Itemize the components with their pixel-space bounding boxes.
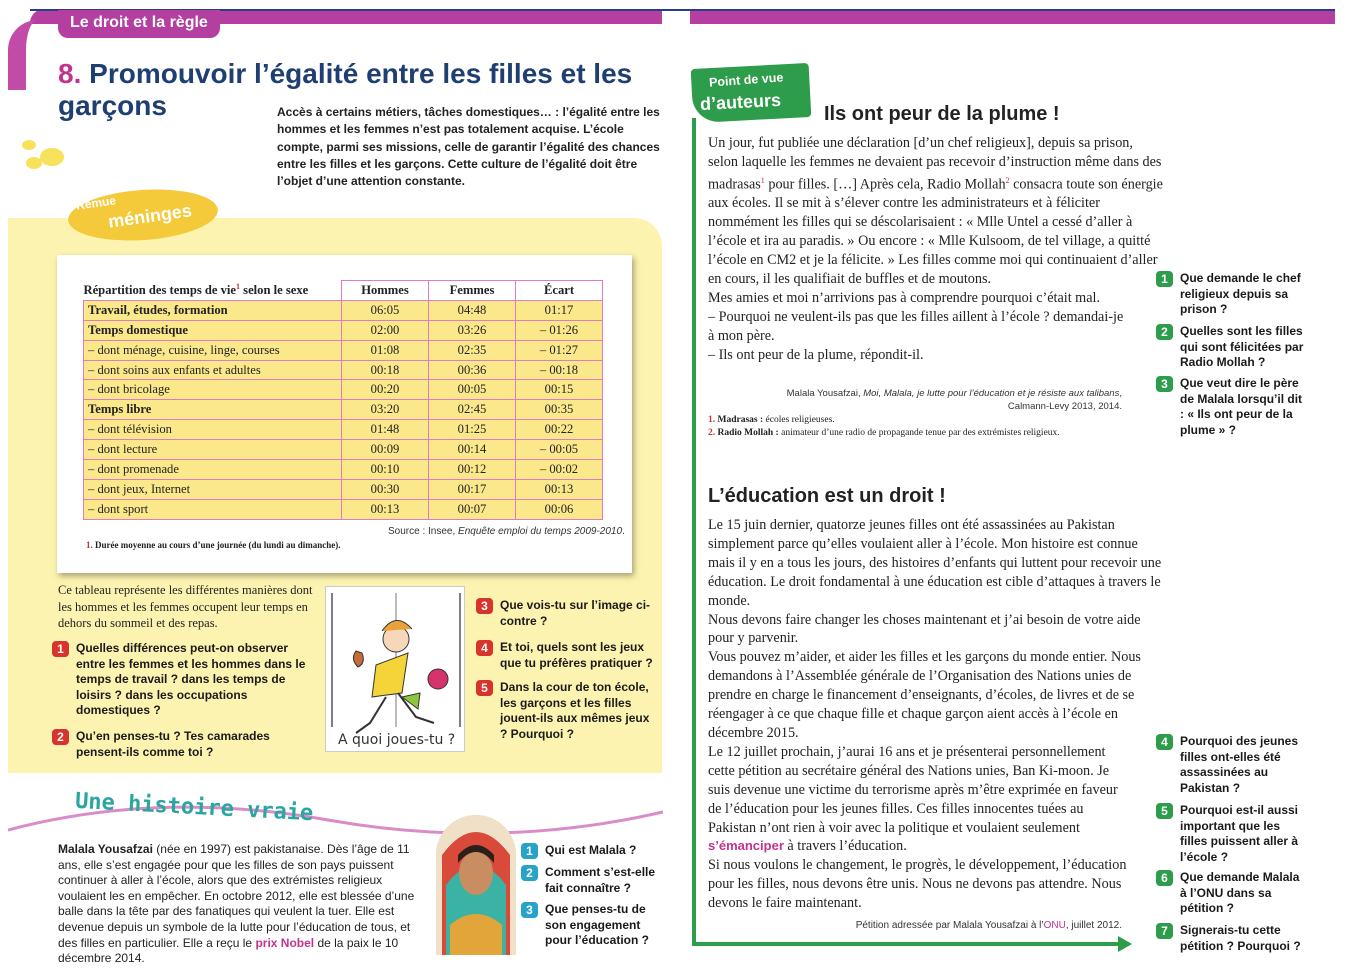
- row-value: 06:05: [342, 300, 429, 320]
- table-body: [84, 300, 603, 519]
- section2-paragraph-5: Si nous voulons le changement, le progrès, le développement, l’éducation pour les filles, nous devons être unis. Nous ne devons pas attendre. Nous devons le faire maintenant.: [708, 857, 1127, 912]
- row-value: 00:15: [516, 380, 603, 400]
- cite-author: Malala Yousafzai,: [786, 388, 864, 399]
- row-label: – dont promenade: [84, 460, 342, 480]
- source-end: .: [622, 526, 625, 537]
- question-text: Comment s’est-elle fait connaître ?: [545, 865, 656, 895]
- row-value: 02:45: [429, 400, 516, 420]
- portrait-drawing: [436, 815, 516, 955]
- col-hommes: Hommes: [342, 281, 429, 301]
- table-caption: [84, 281, 342, 301]
- bubble-3: [40, 148, 64, 166]
- question-text: Pourquoi des jeunes filles ont-elles été assassinées au Pakistan ?: [1180, 734, 1299, 795]
- row-value: 01:25: [429, 420, 516, 440]
- illustration-caption: A quoi joues-tu ?: [338, 732, 456, 748]
- table-description: Ce tableau représente les différentes manières dont les hommes et les femmes occupent leur temps en dehors du sommeil et des repas.: [58, 583, 313, 630]
- cite2-onu: ONU: [1043, 920, 1066, 931]
- row-label: – dont ménage, cuisine, linge, courses: [84, 340, 342, 360]
- row-value: 00:06: [516, 499, 603, 519]
- question-text: Qui est Malala ?: [545, 843, 637, 857]
- cite2-pre: Pétition adressée par Malala Yousafzai à l’: [855, 920, 1044, 931]
- row-label: Travail, études, formation: [84, 300, 342, 320]
- section2-title: L’éducation est un droit !: [708, 485, 946, 507]
- row-value: 00:18: [342, 360, 429, 380]
- section1-title: Ils ont peur de la plume !: [824, 103, 1060, 125]
- question-2: [52, 729, 317, 760]
- question-text: Et toi, quels sont les jeux que tu préfères pratiquer ?: [500, 640, 653, 670]
- table-row: [84, 300, 603, 320]
- caption-sup: 1: [236, 282, 241, 292]
- question-number-badge: 3: [476, 598, 493, 614]
- right-question-2: [1156, 324, 1306, 371]
- row-value: 00:30: [342, 479, 429, 499]
- p4-part-a: Le 12 juillet prochain, j’aurai 16 ans et je présenterai personnellement cette pétition au secrétaire général des Nations unies, Ban Ki-moon. Je suis devenue une victime du terrorisme après m’être exprimée en faveur de l’éducation pour les jeunes filles. Ces filles innocentes tuées au Pakistan n’ont rien à voir avec la politique et voulaient seulement: [708, 743, 1118, 836]
- row-value: 00:09: [342, 440, 429, 460]
- col-femmes: Femmes: [429, 281, 516, 301]
- table-footnote: [86, 540, 341, 550]
- row-label: Temps libre: [84, 400, 342, 420]
- histoire-question-2: [521, 865, 661, 896]
- row-value: 04:48: [429, 300, 516, 320]
- cite-title: Moi, Malala, je lutte pour l’éducation et je résiste aux talibans: [863, 388, 1120, 399]
- question-text: Que veut dire le père de Malala lorsqu’il dit : « Ils ont peur de la plume » ?: [1180, 376, 1303, 437]
- section2-paragraph-4: [708, 743, 1128, 856]
- footnote-2: [708, 427, 1148, 440]
- caption-text: Répartition des temps de vie: [83, 283, 237, 298]
- section2-paragraph-3: Vous pouvez m’aider, et aider les filles et les garçons du monde entier. Nous demandons à l’Assemblée générale de l’Organisation des Nations unies de prendre en charge le financement d’enseignants, d’écoles, de livres et de se réengager à ce que chaque fille et chaque garçon aient accès à l’école en décembre 2015.: [708, 649, 1141, 741]
- histoire-text-1: (née en 1997) est pakistanaise. Dès l’âge de 11 ans, elle s’est engagée pour que les filles de son pays puissent continuer à aller à l’école, alors que des extrémistes religieux voulaient les en empêcher. En octobre 2012, elle est blessée d’une balle dans la tête par des fanatiques qui veulent la tuer. Elle est devenue depuis un symbole de la lutte pour l’éducation de tous, et des filles en particulier. Elle a reçu le: [58, 842, 415, 950]
- row-value: 03:20: [342, 400, 429, 420]
- row-value: 00:13: [516, 479, 603, 499]
- child-playing-illustration: [325, 586, 465, 752]
- table-row: [84, 479, 603, 499]
- section2-paragraph-2: Nous devons faire changer les choses maintenant et j’ai besoin de votre aide pour y parvenir.: [708, 611, 1141, 647]
- histoire-question-1: [521, 843, 661, 859]
- caption-end: selon le sexe: [240, 283, 309, 298]
- table-row: [84, 360, 603, 380]
- meninges-label: méninges: [106, 200, 193, 232]
- intro-text: Accès à certains métiers, tâches domestiques… : l’égalité entre les hommes et les femmes n’est pas totalement acquise. L’école compte, parmi ses missions, celle de garantir l’égalité des chances entre les filles et les garçons. Cette culture de l’égalité doit être l’objet d’une attention constante.: [277, 105, 660, 189]
- section1-paragraph-4: – Ils ont peur de la plume, répondit-il.: [708, 346, 924, 363]
- footnote-number: 2.: [708, 428, 716, 438]
- emanciper-highlight: s’émanciper: [708, 838, 784, 854]
- row-value: 02:00: [342, 320, 429, 340]
- right-question-7: [1156, 923, 1306, 954]
- question-text: Dans la cour de ton école, les garçons et les filles jouent-ils aux mêmes jeux ? Pourquoi ?: [500, 680, 650, 741]
- question-number-badge: 5: [476, 680, 493, 696]
- section1-citation: [760, 387, 1122, 413]
- question-number-badge: 4: [1156, 734, 1173, 750]
- section1-paragraph-2: Mes amies et moi n’arrivions pas à comprendre pourquoi c’était mal.: [708, 289, 1101, 306]
- source-prefix: Source : Insee,: [388, 526, 459, 537]
- question-number-badge: 4: [476, 640, 493, 656]
- footnote-def: écoles religieuses.: [763, 415, 835, 425]
- row-label: – dont lecture: [84, 440, 342, 460]
- question-text: Qu’en penses-tu ? Tes camarades pensent-ils comme toi ?: [76, 729, 270, 759]
- row-value: – 00:18: [516, 360, 603, 380]
- right-question-3: [1156, 376, 1306, 438]
- section1-text: [708, 134, 1163, 365]
- top-rule: [30, 9, 1335, 11]
- table-row: [84, 320, 603, 340]
- section1-paragraph-3: – Pourquoi ne veulent-ils pas que les filles aillent à l’école ? demandai-je à mon père.: [708, 308, 1124, 344]
- question-number-badge: 2: [1156, 324, 1173, 340]
- row-value: 03:26: [429, 320, 516, 340]
- cite-publisher: , Calmann-Levy 2013, 2014.: [1007, 388, 1122, 412]
- table-footnote-text: Durée moyenne au cours d’une journée (du lundi au dimanche).: [92, 540, 341, 550]
- row-value: 01:48: [342, 420, 429, 440]
- footnote-term: Radio Mollah :: [717, 428, 779, 438]
- p1-part-b: pour filles. […] Après cela, Radio Mollah: [764, 176, 1006, 193]
- nobel-highlight: prix Nobel: [255, 935, 315, 950]
- title-number: 8.: [58, 58, 82, 89]
- question-number-badge: 7: [1156, 923, 1173, 939]
- top-band-right: [690, 9, 1335, 24]
- row-label: Temps domestique: [84, 320, 342, 340]
- footnote-def: animateur d’une radio de propagande tenue par des extrémistes religieux.: [778, 428, 1060, 438]
- question-number-badge: 6: [1156, 870, 1173, 886]
- row-value: 00:22: [516, 420, 603, 440]
- section1-paragraph-1: [708, 134, 1163, 289]
- histoire-question-3: [521, 902, 661, 949]
- footnote-number: 1.: [708, 415, 716, 425]
- question-text: Que vois-tu sur l’image ci-contre ?: [500, 598, 651, 628]
- p1-part-a: Un jour, fut publiée une déclaration [d’un chef religieux], depuis sa prison, selon laquelle les femmes ne devaient pas recevoir d’instruction même dans des madrasas: [708, 135, 1162, 193]
- question-3: [476, 598, 656, 629]
- malala-photo: [436, 815, 516, 955]
- question-4: [476, 640, 656, 671]
- section2-paragraph-1: Le 15 juin dernier, quatorze jeunes filles ont été assassinées au Pakistan simplement parce qu’elles voulaient aller à l’école. Mon histoire est connue mais il y en a tous les jours, des histoires d’enfants qui luttent pour recevoir une éducation. Le droit fondamental à une éducation est cible d’attaques à travers le monde.: [708, 517, 1162, 609]
- remue-label: Remue: [75, 193, 117, 213]
- question-number-badge: 1: [52, 641, 69, 657]
- footnote-ref-2: 2: [1005, 175, 1010, 185]
- question-text: Signerais-tu cette pétition ? Pourquoi ?: [1180, 923, 1301, 953]
- question-text: Quelles sont les filles qui sont félicitées par Radio Mollah ?: [1180, 324, 1304, 369]
- row-value: – 00:02: [516, 460, 603, 480]
- row-value: 01:08: [342, 340, 429, 360]
- arrow-icon: [1118, 936, 1132, 952]
- p1-part-c: consacra toute son énergie aux écoles. Il se mit à s’élever contre les administrateurs et à féliciter nommément les filles qui se déscolarisaient : « Mlle Untel a cessé d’aller à l’école et ira au paradis. » Ou encore : « Mlle Kulsoom, de tel village, a quitté l’école en CM2 et je la félicite. » Les filles comme moi qui continuaient d’aller en cours, il les qualifiait de buffles et de moutons.: [708, 176, 1163, 288]
- question-text: Que penses-tu de son engagement pour l’éducation ?: [545, 902, 649, 947]
- histoire-text-2: de la paix le 10 décembre 2014.: [58, 935, 399, 966]
- auteurs-label: d’auteurs: [699, 89, 782, 115]
- table-row: [84, 499, 603, 519]
- table-footnote-number: 1.: [86, 540, 93, 550]
- table-row: [84, 400, 603, 420]
- table-source: [388, 526, 625, 537]
- row-value: 00:05: [429, 380, 516, 400]
- table-header-row: [84, 281, 603, 301]
- row-label: – dont soins aux enfants et adultes: [84, 360, 342, 380]
- row-value: – 01:27: [516, 340, 603, 360]
- section2-text: [708, 516, 1163, 913]
- row-value: 00:10: [342, 460, 429, 480]
- histoire-text: [58, 842, 420, 967]
- question-number-badge: 3: [1156, 376, 1173, 392]
- row-value: – 00:05: [516, 440, 603, 460]
- question-1: [52, 641, 312, 719]
- question-text: Quelles différences peut-on observer entre les femmes et les hommes dans le temps de travail ? dans les temps de loisirs ? dans les occupations domestiques ?: [76, 641, 306, 717]
- p4-part-b: à travers l’éducation.: [783, 838, 907, 855]
- row-value: 02:35: [429, 340, 516, 360]
- row-value: – 01:26: [516, 320, 603, 340]
- row-value: 00:35: [516, 400, 603, 420]
- table-row: [84, 340, 603, 360]
- bubble-1: [22, 140, 36, 150]
- source-title: Enquête emploi du temps 2009-2010: [458, 526, 623, 537]
- time-use-table: [83, 280, 603, 520]
- footnote-1: [708, 414, 1148, 427]
- table-row: [84, 440, 603, 460]
- left-page-arc: [8, 20, 48, 90]
- row-value: 00:07: [429, 499, 516, 519]
- question-text: Que demande le chef religieux depuis sa prison ?: [1180, 271, 1301, 316]
- right-question-6: [1156, 870, 1306, 917]
- section2-citation: [830, 920, 1122, 931]
- point-de-vue-label: Point de vue: [708, 70, 784, 90]
- row-label: – dont bricolage: [84, 380, 342, 400]
- question-number-badge: 1: [1156, 271, 1173, 287]
- question-text: Pourquoi est-il aussi important que les filles puissent aller à l’école ?: [1180, 803, 1299, 864]
- question-number-badge: 2: [52, 729, 69, 745]
- row-value: 01:17: [516, 300, 603, 320]
- col-ecart: Écart: [516, 281, 603, 301]
- row-label: – dont télévision: [84, 420, 342, 440]
- right-question-4: [1156, 734, 1306, 796]
- footnote-term: Madrasas :: [717, 415, 764, 425]
- right-question-1: [1156, 271, 1306, 318]
- histoire-name: Malala Yousafzai: [58, 842, 153, 856]
- question-number-badge: 5: [1156, 803, 1173, 819]
- table-row: [84, 460, 603, 480]
- question-text: Que demande Malala à l’ONU dans sa pétition ?: [1180, 870, 1300, 915]
- table-row: [84, 420, 603, 440]
- cite2-end: , juillet 2012.: [1065, 920, 1122, 931]
- table-row: [84, 380, 603, 400]
- question-number-badge: 3: [521, 902, 538, 918]
- right-question-5: [1156, 803, 1306, 865]
- row-label: – dont sport: [84, 499, 342, 519]
- chapter-tab: Le droit et la règle: [58, 10, 220, 38]
- row-value: 00:36: [429, 360, 516, 380]
- title-text: Promouvoir l’égalité entre les filles et les garçons: [58, 58, 633, 121]
- section1-footnotes: [708, 414, 1148, 440]
- green-frame-bottom: [692, 942, 1122, 946]
- row-value: 00:14: [429, 440, 516, 460]
- question-number-badge: 1: [521, 843, 538, 859]
- row-value: 00:13: [342, 499, 429, 519]
- row-value: 00:12: [429, 460, 516, 480]
- green-frame-left: [692, 118, 696, 944]
- row-value: 00:20: [342, 380, 429, 400]
- histoire-title: Une histoire vraie: [74, 788, 314, 827]
- question-number-badge: 2: [521, 865, 538, 881]
- row-value: 00:17: [429, 479, 516, 499]
- footnote-ref-1: 1: [760, 175, 765, 185]
- row-label: – dont jeux, Internet: [84, 479, 342, 499]
- question-5: [476, 680, 656, 742]
- child-drawing: [326, 587, 466, 753]
